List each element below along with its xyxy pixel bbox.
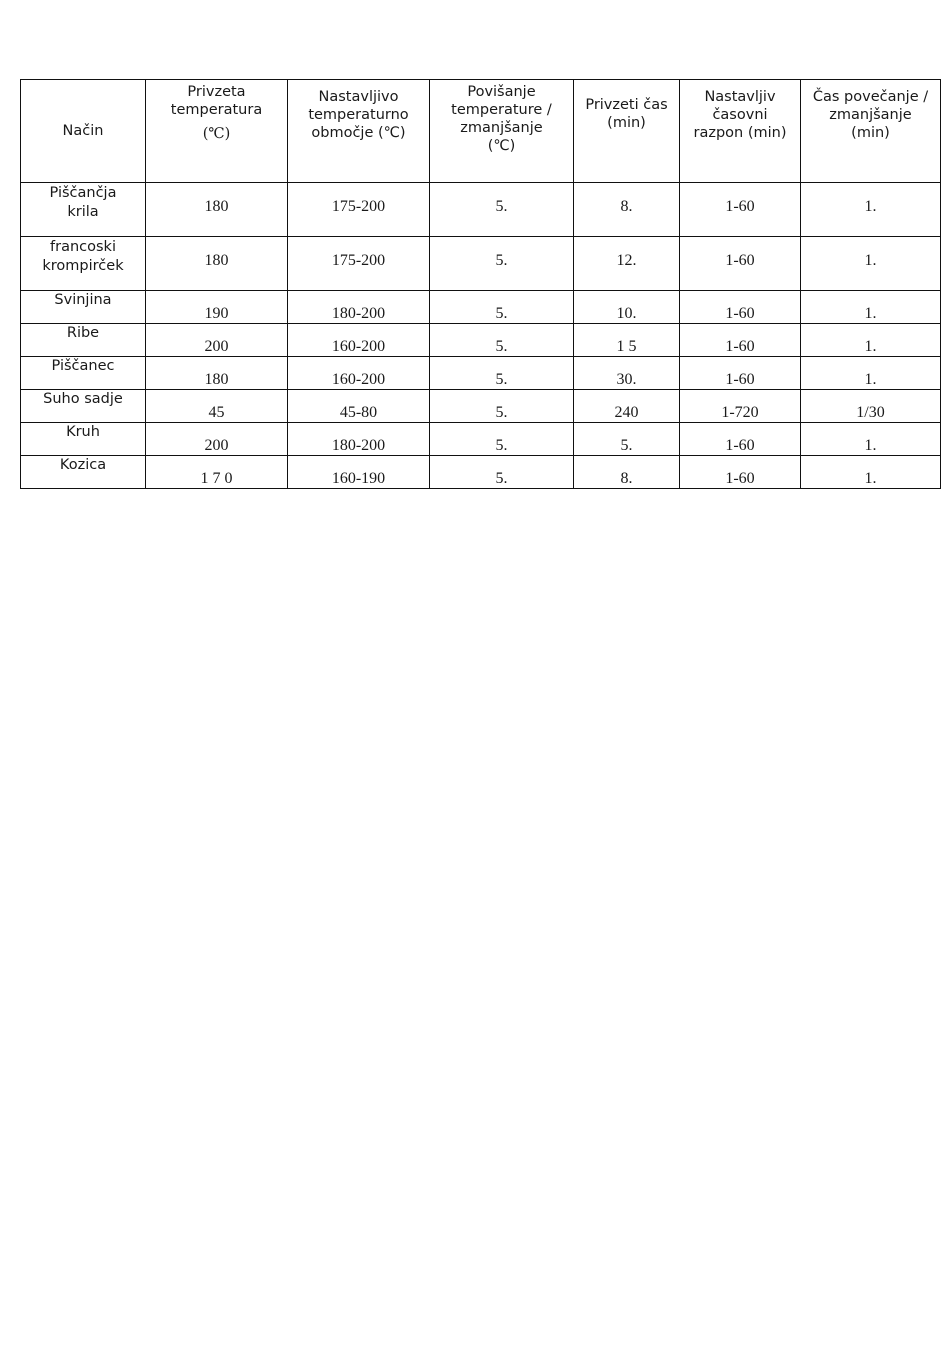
mode-cell: [21, 423, 146, 456]
time-step-cell: 1.: [801, 357, 941, 390]
default-temperature-cell: 45: [146, 390, 288, 423]
header-unit: (℃): [202, 126, 231, 142]
header-line: temperature /: [451, 102, 552, 118]
temperature-range-cell: 45-80: [288, 390, 430, 423]
header-line: temperatura: [170, 102, 263, 118]
time-step-cell: 1.: [801, 183, 941, 237]
default-temperature-cell: 180: [146, 237, 288, 291]
mode-label: Kozica: [59, 457, 107, 473]
default-time-cell: 10.: [574, 291, 680, 324]
header-line: Privzeta: [187, 84, 246, 100]
default-temperature-cell: 190: [146, 291, 288, 324]
header-default-time: [574, 80, 680, 183]
temperature-step-cell: 5.: [430, 456, 574, 489]
header-line: (℃): [487, 138, 516, 154]
temperature-step-cell: 5.: [430, 357, 574, 390]
mode-label: Kruh: [66, 424, 100, 440]
time-range-cell: 1-60: [680, 324, 801, 357]
temperature-range-cell: 180-200: [288, 291, 430, 324]
time-step-cell: 1.: [801, 291, 941, 324]
temperature-step-cell: 5.: [430, 237, 574, 291]
header-default-temperature: [146, 80, 288, 183]
time-step-cell: 1.: [801, 456, 941, 489]
default-time-cell: 1 5: [574, 324, 680, 357]
temperature-step-cell: 5.: [430, 390, 574, 423]
table-row: [21, 456, 941, 489]
mode-cell: [21, 456, 146, 489]
default-temperature-cell: 200: [146, 423, 288, 456]
temperature-range-cell: 160-190: [288, 456, 430, 489]
time-step-cell: 1/30: [801, 390, 941, 423]
mode-label: Piščančja: [49, 185, 117, 201]
default-time-cell: 8.: [574, 183, 680, 237]
table-row: [21, 183, 941, 237]
mode-cell: [21, 183, 146, 237]
temperature-step-cell: 5.: [430, 324, 574, 357]
mode-cell: [21, 237, 146, 291]
temperature-range-cell: 175-200: [288, 237, 430, 291]
mode-cell: [21, 291, 146, 324]
time-range-cell: 1-60: [680, 291, 801, 324]
default-time-cell: 8.: [574, 456, 680, 489]
default-time-cell: 5.: [574, 423, 680, 456]
header-line: Nastavljivo: [318, 89, 399, 105]
mode-label: krompirček: [42, 258, 124, 274]
table-row: [21, 291, 941, 324]
time-range-cell: 1-60: [680, 357, 801, 390]
header-temperature-step: [430, 80, 574, 183]
temperature-step-cell: 5.: [430, 183, 574, 237]
mode-label: Svinjina: [54, 292, 112, 308]
temperature-range-cell: 160-200: [288, 324, 430, 357]
cooking-modes-table: [20, 79, 941, 489]
default-time-cell: 12.: [574, 237, 680, 291]
header-time-step: [801, 80, 941, 183]
table-row: [21, 324, 941, 357]
time-step-cell: 1.: [801, 237, 941, 291]
default-time-cell: 240: [574, 390, 680, 423]
header-line: razpon (min): [693, 125, 787, 141]
mode-label: Suho sadje: [43, 391, 123, 407]
table-header-row: [21, 80, 941, 183]
temperature-range-cell: 180-200: [288, 423, 430, 456]
mode-cell: [21, 324, 146, 357]
temperature-step-cell: 5.: [430, 291, 574, 324]
temperature-range-cell: 160-200: [288, 357, 430, 390]
header-line: temperaturno: [308, 107, 409, 123]
default-temperature-cell: 1 7 0: [146, 456, 288, 489]
mode-label: krila: [67, 204, 99, 220]
default-temperature-cell: 180: [146, 183, 288, 237]
mode-label: Piščanec: [51, 358, 115, 374]
time-range-cell: 1-720: [680, 390, 801, 423]
header-temperature-range: [288, 80, 430, 183]
temperature-step-cell: 5.: [430, 423, 574, 456]
time-range-cell: 1-60: [680, 456, 801, 489]
header-line: Čas povečanje /: [812, 89, 929, 105]
mode-cell: [21, 357, 146, 390]
header-line: Povišanje: [467, 84, 536, 100]
default-time-cell: 30.: [574, 357, 680, 390]
header-line: območje (℃): [311, 125, 406, 141]
time-range-cell: 1-60: [680, 423, 801, 456]
mode-cell: [21, 390, 146, 423]
default-temperature-cell: 200: [146, 324, 288, 357]
table-row: [21, 357, 941, 390]
time-range-cell: 1-60: [680, 237, 801, 291]
header-line: zmanjšanje: [460, 120, 543, 136]
mode-label: francoski: [50, 239, 116, 255]
time-step-cell: 1.: [801, 423, 941, 456]
header-mode: [21, 80, 146, 183]
time-step-cell: 1.: [801, 324, 941, 357]
header-line: (min): [607, 115, 646, 131]
table-row: [21, 237, 941, 291]
default-temperature-cell: 180: [146, 357, 288, 390]
header-line: (min): [851, 125, 890, 141]
header-line: časovni: [712, 107, 768, 123]
header-line: Nastavljiv: [704, 89, 776, 105]
header-time-range: [680, 80, 801, 183]
header-line: Privzeti čas: [585, 97, 668, 113]
temperature-range-cell: 175-200: [288, 183, 430, 237]
mode-label: Ribe: [66, 325, 100, 341]
header-line: zmanjšanje: [829, 107, 912, 123]
time-range-cell: 1-60: [680, 183, 801, 237]
header-mode-label: Način: [62, 123, 104, 139]
table-row: [21, 423, 941, 456]
table-row: [21, 390, 941, 423]
